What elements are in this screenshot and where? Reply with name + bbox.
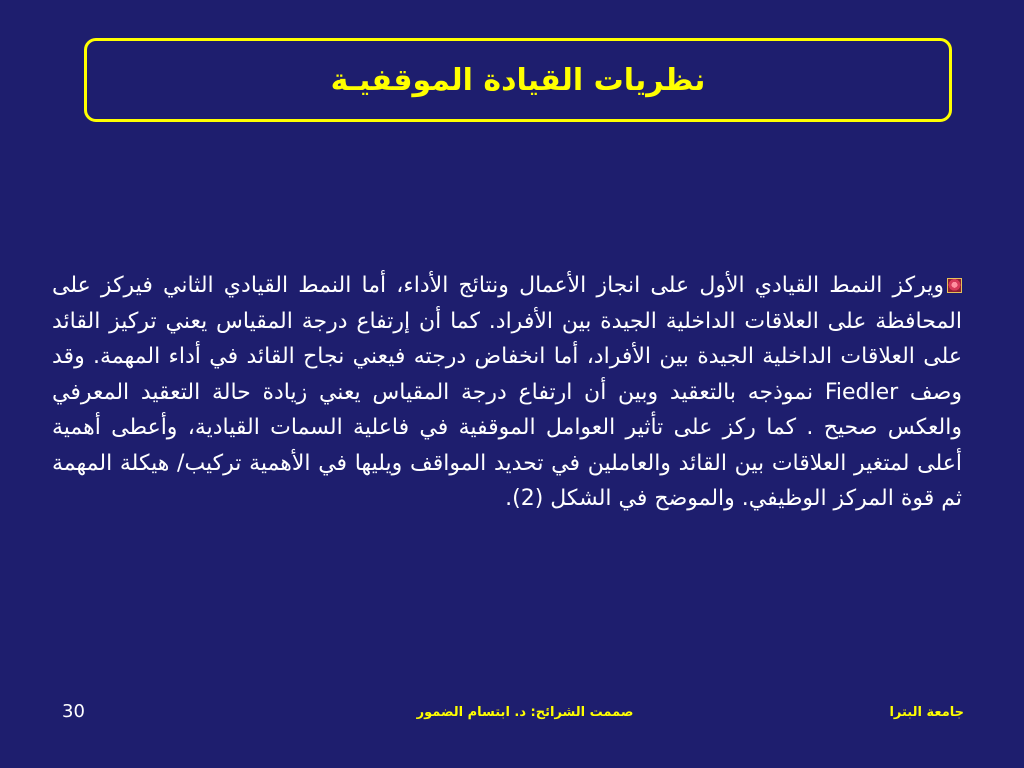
figure-reference: (2) [512,486,544,511]
flower-bullet-icon [947,278,962,293]
slide-title: نظريات القيادة الموقفيـة [330,62,706,98]
paragraph-part-1: ويركز النمط القيادي الأول على انجاز الأعمال ونتائج الأداء، أما النمط القيادي الثاني فيركز على المحافظة على العلاقات الداخلية الجيدة بين الأفراد. كما أن إرتفاع درجة المقياس يعني تركيز القائد على العلاقات الداخلية الجيدة بين الأفراد، أما انخفاض درجته فيعني نجاح القائد في أداء المهمة. وقد وصف [52,273,963,405]
footer-designer: صممت الشرائح: د. ابتسام الضمور [416,705,634,720]
body-paragraph [52,268,962,517]
title-box [84,38,952,122]
paragraph-part-2: نموذجه بالتعقيد وبين أن ارتفاع درجة المقياس يعني زيادة حالة التعقيد المعرفي والعكس صحيح . كما ركز على تأثير العوامل الموقفية في فاعلية السمات القيادية، وأعطى أهمية أعلى لمتغير العلاقات بين القائد والعاملين في تحديد المواقف ويليها في الأهمية تركيب/ هيكلة المهمة ثم قوة المركز الوظيفي. والموضح في الشكل [52,379,962,511]
fiedler-name: Fiedler [824,379,899,405]
footer-university: جامعة البترا [889,705,964,720]
paragraph-end: . [505,486,513,511]
page-number: 30 [62,701,85,722]
